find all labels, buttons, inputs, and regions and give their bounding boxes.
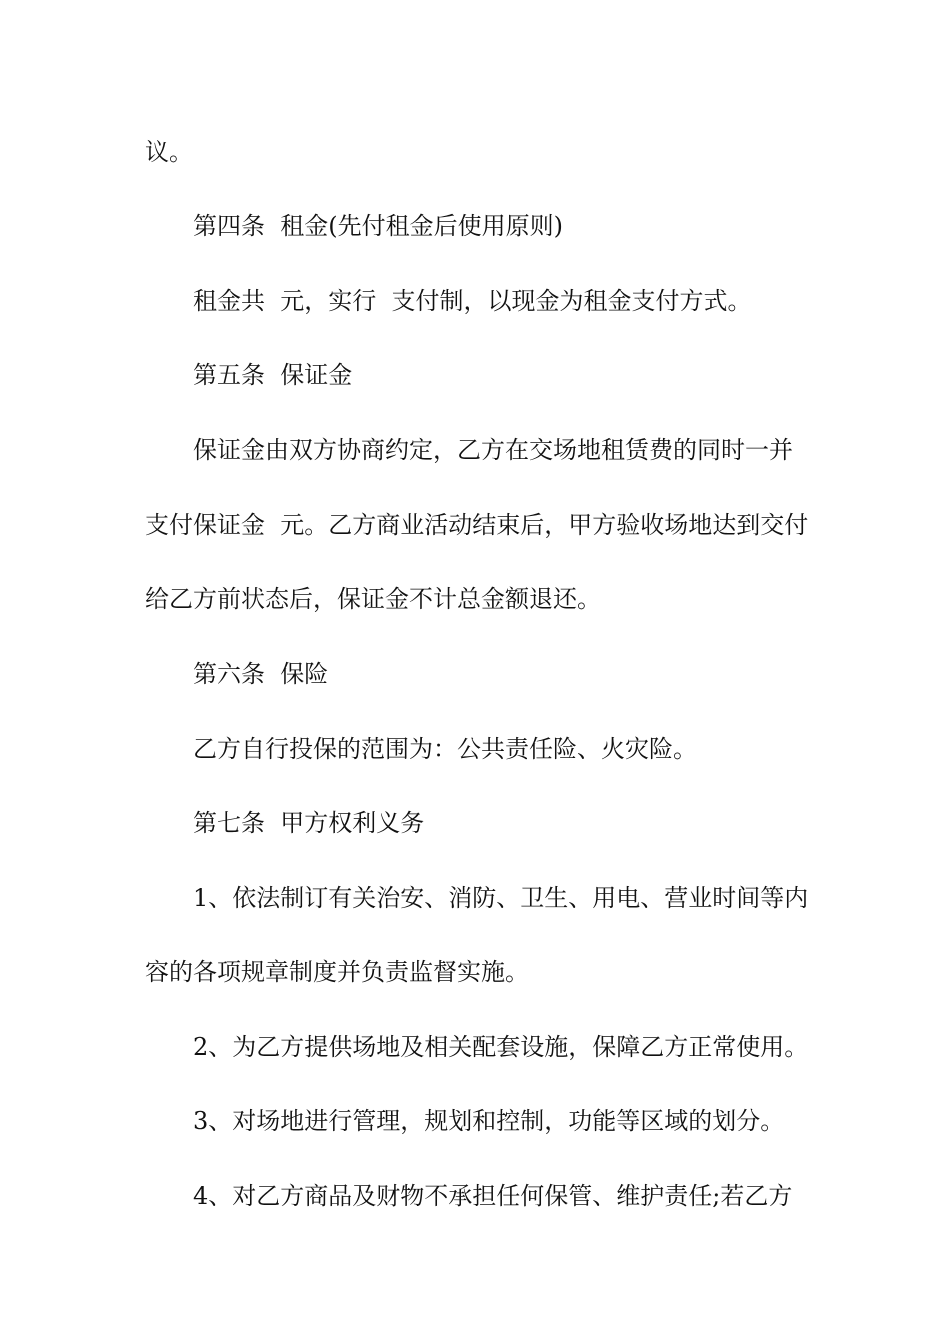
list-item-line: 4、对乙方商品及财物不承担任何保管、维护责任;若乙方 xyxy=(193,1182,793,1210)
paragraph-line: 乙方自行投保的范围为：公共责任险、火灾险。 xyxy=(193,735,697,763)
article-heading: 第六条 保险 xyxy=(193,660,329,688)
article-heading: 第七条 甲方权利义务 xyxy=(193,809,425,837)
paragraph-line: 支付保证金 元。乙方商业活动结束后，甲方验收场地达到交付 xyxy=(145,511,809,539)
list-item-line: 1、依法制订有关治安、消防、卫生、用电、营业时间等内 xyxy=(193,884,809,912)
list-item-line: 3、对场地进行管理，规划和控制，功能等区域的划分。 xyxy=(193,1107,785,1135)
list-item-line: 2、为乙方提供场地及相关配套设施，保障乙方正常使用。 xyxy=(193,1033,809,1061)
paragraph-line: 议。 xyxy=(145,138,193,166)
paragraph-line: 保证金由双方协商约定，乙方在交场地租赁费的同时一并 xyxy=(193,436,793,464)
article-heading: 第五条 保证金 xyxy=(193,361,353,389)
article-heading: 第四条 租金(先付租金后使用原则) xyxy=(193,212,563,240)
paragraph-line: 租金共 元，实行 支付制，以现金为租金支付方式。 xyxy=(193,287,752,315)
list-item-line: 容的各项规章制度并负责监督实施。 xyxy=(145,958,529,986)
paragraph-line: 给乙方前状态后，保证金不计总金额退还。 xyxy=(145,585,601,613)
